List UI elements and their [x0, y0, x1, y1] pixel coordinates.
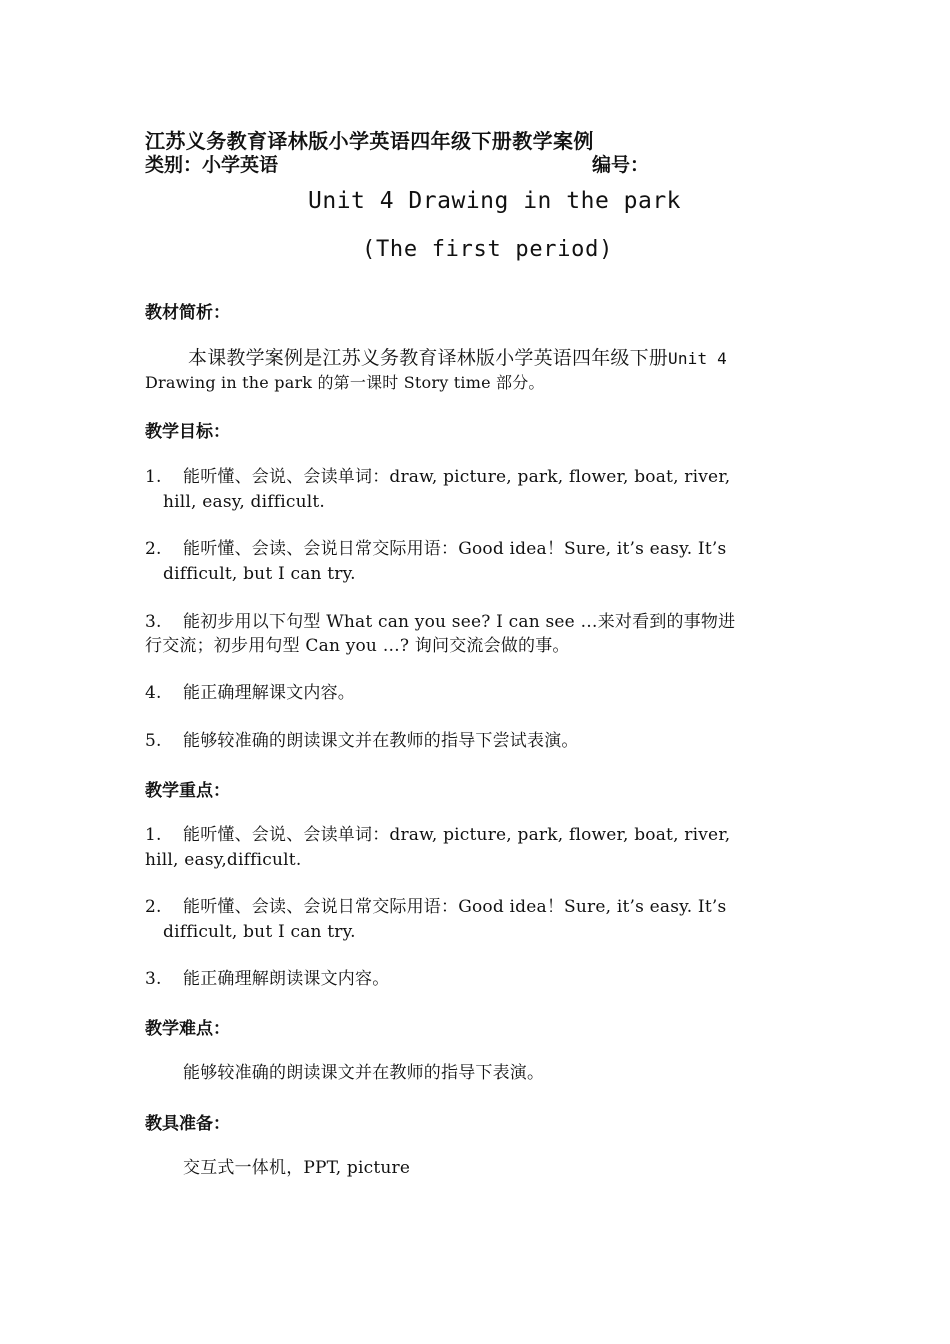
key-point-2-line2: difficult, but I can try. [163, 922, 356, 942]
category-label: 类别：小学英语 [145, 154, 279, 176]
objective-text: 能初步用以下句型 What can you see? I can see …来对看到的事物进 [183, 612, 736, 632]
key-point-number: 1. [145, 825, 162, 845]
section-heading-difficulties: 教学难点： [145, 1019, 230, 1039]
materials-paragraph-line1 [188, 346, 727, 371]
unit-title: Unit 4 Drawing in the park [308, 188, 682, 214]
materials-paragraph-line2: Drawing in the park 的第一课时 Story time 部分。 [145, 373, 545, 392]
objective-number: 5. [145, 731, 162, 751]
key-point-3 [145, 967, 389, 992]
materials-paragraph-chinese: 本课教学案例是江苏义务教育译林版小学英语四年级下册 [188, 347, 669, 369]
period-subtitle: (The first period) [362, 237, 614, 262]
teaching-aids-text: 交互式一体机，PPT, picture [183, 1158, 411, 1178]
key-point-number: 3. [145, 969, 162, 989]
objective-text: 能听懂、会读、会说日常交际用语：Good idea！Sure, it’s easy. It’s [183, 539, 727, 559]
section-heading-key-points: 教学重点： [145, 781, 230, 801]
objective-number: 2. [145, 539, 162, 559]
key-point-1-line2: hill, easy,difficult. [145, 850, 302, 870]
objective-number: 3. [145, 612, 162, 632]
section-heading-materials: 教材简析： [145, 303, 230, 323]
objective-1-line2: hill, easy, difficult. [163, 492, 326, 512]
section-heading-teaching-aids: 教具准备： [145, 1114, 230, 1134]
objective-2-line2: difficult, but I can try. [163, 564, 356, 584]
objective-number: 1. [145, 467, 162, 487]
section-heading-objectives: 教学目标： [145, 422, 230, 442]
objective-5 [145, 729, 579, 754]
key-point-1 [145, 823, 730, 848]
objective-1 [145, 465, 730, 490]
objective-number: 4. [145, 683, 162, 703]
materials-paragraph-unit: Unit 4 [668, 349, 728, 368]
key-point-2 [145, 895, 726, 920]
objective-text: 能够较准确的朗读课文并在教师的指导下尝试表演。 [183, 731, 579, 751]
number-label: 编号： [592, 154, 650, 176]
key-point-text: 能听懂、会读、会说日常交际用语：Good idea！Sure, it’s easy. It’s [183, 897, 727, 917]
objective-3-line2: 行交流；初步用句型 Can you …? 询问交流会做的事。 [145, 636, 570, 656]
document-title: 江苏义务教育译林版小学英语四年级下册教学案例 [145, 129, 594, 153]
objective-4 [145, 681, 355, 706]
key-point-number: 2. [145, 897, 162, 917]
objective-2 [145, 537, 726, 562]
objective-3 [145, 610, 735, 635]
key-point-text: 能听懂、会说、会读单词：draw, picture, park, flower, boat, river, [183, 825, 731, 845]
objective-text: 能正确理解课文内容。 [183, 683, 355, 703]
difficulties-text: 能够较准确的朗读课文并在教师的指导下表演。 [183, 1063, 545, 1083]
objective-text: 能听懂、会说、会读单词：draw, picture, park, flower, boat, river, [183, 467, 731, 487]
key-point-text: 能正确理解朗读课文内容。 [183, 969, 390, 989]
